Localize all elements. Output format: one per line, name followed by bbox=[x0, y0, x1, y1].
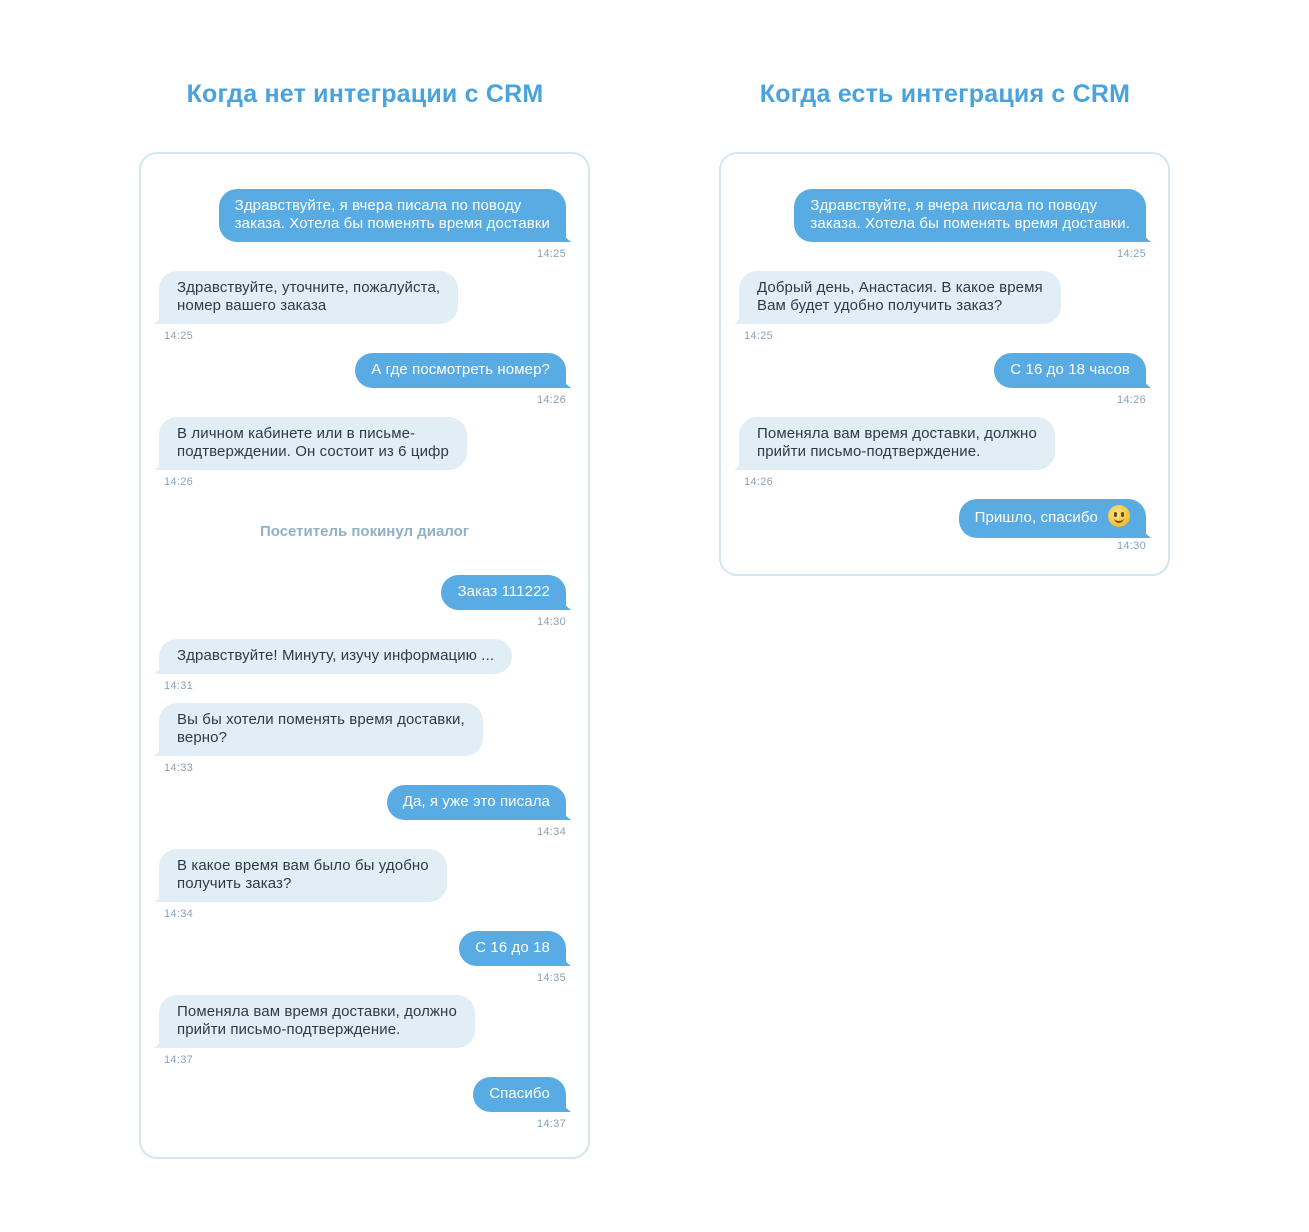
message-outgoing bbox=[994, 353, 1146, 388]
message-incoming bbox=[159, 703, 483, 756]
message-time: 14:37 bbox=[164, 1054, 194, 1066]
message-text: Пришло, спасибо bbox=[974, 508, 1098, 526]
slightly-smiling-face-icon bbox=[1108, 505, 1130, 527]
message-time: 14:30 bbox=[536, 616, 566, 628]
message-time: 14:25 bbox=[1116, 248, 1146, 260]
message-time: 14:30 bbox=[1116, 540, 1146, 552]
message-outgoing bbox=[355, 353, 566, 388]
chat-window-no-crm bbox=[139, 152, 590, 1159]
title-no-crm: Когда нет интеграции с CRM bbox=[186, 80, 544, 108]
message-time: 14:34 bbox=[536, 826, 566, 838]
message-incoming bbox=[159, 271, 458, 324]
message-outgoing bbox=[794, 189, 1146, 242]
message-bubble: Да, я уже это писала bbox=[387, 785, 566, 820]
message-bubble: Заказ 111222 bbox=[441, 575, 566, 610]
message-time: 14:37 bbox=[536, 1118, 566, 1130]
message-bubble: А где посмотреть номер? bbox=[355, 353, 566, 388]
message-bubble: Поменяла вам время доставки, должно прийти письмо-подтверждение. bbox=[159, 995, 475, 1048]
message-outgoing bbox=[959, 499, 1146, 538]
message-bubble: В личном кабинете или в письме- подтверждении. Он состоит из 6 цифр bbox=[159, 417, 467, 470]
message-time: 14:26 bbox=[164, 476, 194, 488]
message-time: 14:26 bbox=[1116, 394, 1146, 406]
message-time: 14:34 bbox=[164, 908, 194, 920]
message-bubble: Здравствуйте, я вчера писала по поводу заказа. Хотела бы поменять время доставки bbox=[219, 189, 566, 242]
message-bubble: Здравствуйте! Минуту, изучу информацию ... bbox=[159, 639, 512, 674]
visitor-left-notice: Посетитель покинул диалог bbox=[259, 523, 470, 540]
message-incoming bbox=[739, 417, 1055, 470]
chat-window-with-crm bbox=[719, 152, 1170, 576]
message-bubble bbox=[959, 499, 1146, 538]
message-time: 14:33 bbox=[164, 762, 194, 774]
message-incoming bbox=[159, 995, 475, 1048]
message-time: 14:25 bbox=[164, 330, 194, 342]
message-bubble: Поменяла вам время доставки, должно прийти письмо-подтверждение. bbox=[739, 417, 1055, 470]
message-bubble: Здравствуйте, уточните, пожалуйста, номер вашего заказа bbox=[159, 271, 458, 324]
message-time: 14:31 bbox=[164, 680, 194, 692]
message-time: 14:26 bbox=[536, 394, 566, 406]
message-outgoing bbox=[459, 931, 566, 966]
message-time: 14:26 bbox=[744, 476, 774, 488]
message-time: 14:25 bbox=[744, 330, 774, 342]
message-incoming bbox=[739, 271, 1061, 324]
message-outgoing bbox=[441, 575, 566, 610]
message-bubble: С 16 до 18 bbox=[459, 931, 566, 966]
message-bubble: Здравствуйте, я вчера писала по поводу заказа. Хотела бы поменять время доставки. bbox=[794, 189, 1146, 242]
message-incoming bbox=[159, 639, 512, 674]
message-time: 14:25 bbox=[536, 248, 566, 260]
message-bubble: Спасибо bbox=[473, 1077, 566, 1112]
title-with-crm: Когда есть интеграция с CRM bbox=[759, 80, 1131, 108]
message-incoming bbox=[159, 849, 447, 902]
message-outgoing bbox=[387, 785, 566, 820]
message-bubble: С 16 до 18 часов bbox=[994, 353, 1146, 388]
message-time: 14:35 bbox=[536, 972, 566, 984]
message-incoming bbox=[159, 417, 467, 470]
message-outgoing bbox=[473, 1077, 566, 1112]
message-bubble: Вы бы хотели поменять время доставки, верно? bbox=[159, 703, 483, 756]
message-outgoing bbox=[219, 189, 566, 242]
message-bubble: Добрый день, Анастасия. В какое время Вам будет удобно получить заказ? bbox=[739, 271, 1061, 324]
message-bubble: В какое время вам было бы удобно получить заказ? bbox=[159, 849, 447, 902]
